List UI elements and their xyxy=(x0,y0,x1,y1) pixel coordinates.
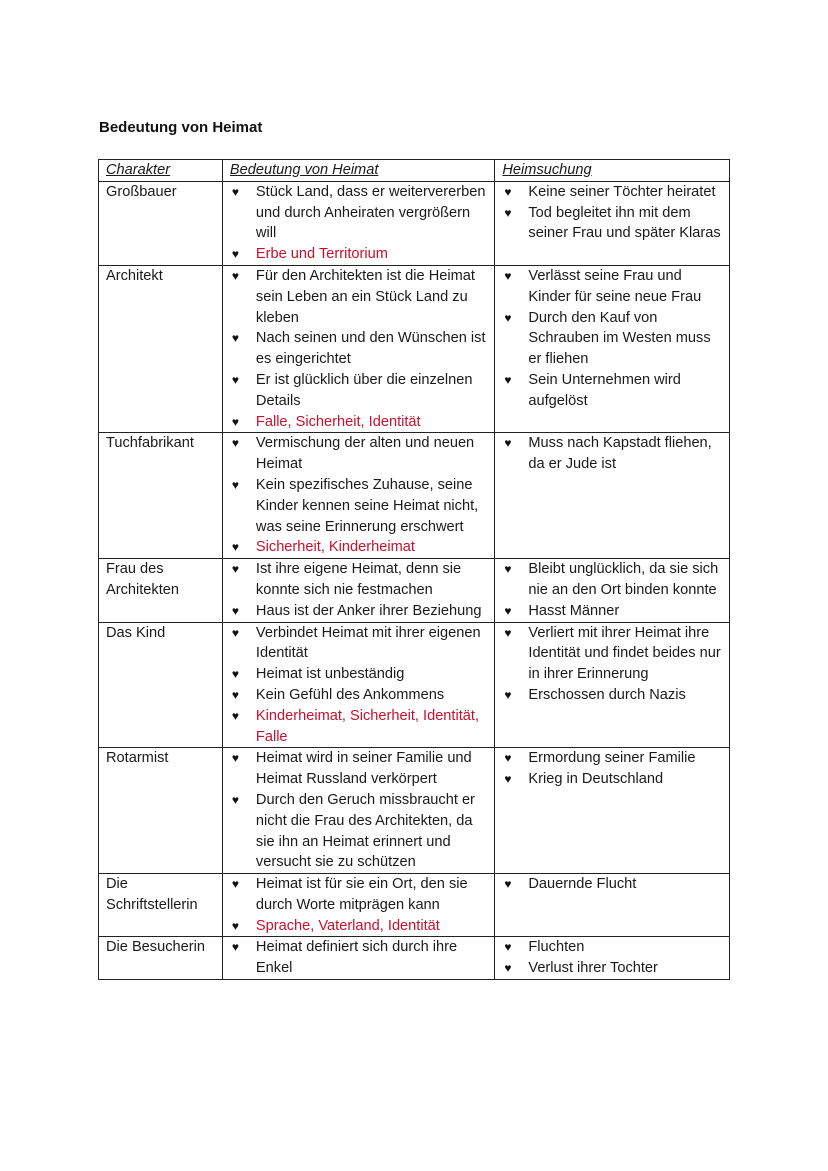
list-item xyxy=(502,601,723,622)
character-cell: Rotarmist xyxy=(99,748,223,874)
haunting-cell xyxy=(495,559,730,622)
list-item-text: Verlässt seine Frau und Kinder für seine neue Frau xyxy=(528,267,702,305)
haunting-list xyxy=(502,433,723,475)
character-cell: Tuchfabrikant xyxy=(99,433,223,559)
table-row xyxy=(99,874,730,937)
list-item-text: Heimat wird in seiner Familie und Heimat Russland verkörpert xyxy=(255,750,472,788)
character-cell: Architekt xyxy=(99,265,223,432)
meaning-cell xyxy=(222,265,494,432)
heart-bullet-icon: ♥ xyxy=(231,268,240,283)
list-item xyxy=(502,623,723,685)
list-item-text: Verbindet Heimat mit ihrer eigenen Identität xyxy=(255,624,481,662)
heart-bullet-icon: ♥ xyxy=(231,477,240,492)
list-item xyxy=(230,328,488,370)
meaning-cell xyxy=(222,937,494,980)
character-cell: Das Kind xyxy=(99,622,223,748)
meaning-cell xyxy=(222,559,494,622)
list-item-text: Erschossen durch Nazis xyxy=(528,686,686,703)
heart-bullet-icon: ♥ xyxy=(231,247,240,262)
heart-bullet-icon: ♥ xyxy=(504,372,512,387)
table-row xyxy=(99,181,730,265)
meaning-cell xyxy=(222,874,494,937)
haunting-list xyxy=(502,559,723,621)
meaning-list xyxy=(230,874,488,936)
list-item-text: Er ist glücklich über die einzelnen Details xyxy=(255,371,473,409)
heart-bullet-icon: ♥ xyxy=(231,372,240,387)
haunting-cell xyxy=(495,433,730,559)
list-item xyxy=(230,266,488,328)
heart-bullet-icon: ♥ xyxy=(504,877,512,892)
table-row xyxy=(99,559,730,622)
list-item-text: Stück Land, dass er weitervererben und durch Anheiraten vergrößern will xyxy=(255,183,486,242)
haunting-list xyxy=(502,748,723,790)
heart-bullet-icon: ♥ xyxy=(504,562,512,577)
haunting-cell xyxy=(495,622,730,748)
list-item xyxy=(502,203,723,245)
list-item-text: Dauernde Flucht xyxy=(528,876,637,893)
character-cell: Die Schriftstellerin xyxy=(99,874,223,937)
list-item xyxy=(502,937,723,958)
list-item xyxy=(230,748,488,790)
list-item xyxy=(502,182,723,203)
meaning-list xyxy=(230,182,488,265)
haunting-list xyxy=(502,623,723,706)
list-item xyxy=(230,475,488,537)
heart-bullet-icon: ♥ xyxy=(231,918,240,933)
list-item-text: Keine seiner Töchter heiratet xyxy=(528,183,716,200)
heart-bullet-icon: ♥ xyxy=(504,625,512,640)
heart-bullet-icon: ♥ xyxy=(504,961,512,976)
heart-bullet-icon: ♥ xyxy=(504,940,512,955)
list-item xyxy=(230,874,488,916)
list-item-text: Hasst Männer xyxy=(528,602,620,619)
document-title: Bedeutung von Heimat xyxy=(99,119,263,136)
list-item-text: Kinderheimat, Sicherheit, Identität, Falle xyxy=(255,707,480,745)
list-item xyxy=(502,874,723,895)
table-row xyxy=(99,937,730,980)
haunting-cell xyxy=(495,874,730,937)
list-item-text: Kein Gefühl des Ankommens xyxy=(255,686,445,703)
haunting-cell xyxy=(495,748,730,874)
table-body xyxy=(99,181,730,979)
table-row xyxy=(99,433,730,559)
heart-bullet-icon: ♥ xyxy=(504,687,512,702)
list-item-text: Sein Unternehmen wird aufgelöst xyxy=(528,371,681,409)
heart-bullet-icon: ♥ xyxy=(504,751,512,766)
list-item xyxy=(230,412,488,433)
meaning-list xyxy=(230,559,488,621)
haunting-list xyxy=(502,874,723,895)
list-item xyxy=(230,370,488,412)
list-item-text: Heimat ist unbeständig xyxy=(255,666,405,683)
list-item-text: Muss nach Kapstadt fliehen, da er Jude ist xyxy=(528,435,712,473)
header-character: Charakter xyxy=(99,160,223,182)
haunting-list xyxy=(502,266,723,412)
heart-bullet-icon: ♥ xyxy=(231,436,240,451)
list-item-text: Bleibt unglücklich, da sie sich nie an den Ort binden konnte xyxy=(528,561,719,598)
list-item-text: Vermischung der alten und neuen Heimat xyxy=(255,435,475,473)
list-item-text: Fluchten xyxy=(528,939,585,956)
list-item-text: Heimat ist für sie ein Ort, den sie durch Worte mitprägen kann xyxy=(255,876,468,913)
heart-bullet-icon: ♥ xyxy=(231,940,240,955)
heart-bullet-icon: ♥ xyxy=(504,205,512,220)
meaning-cell xyxy=(222,622,494,748)
list-item-text: Kein spezifisches Zuhause, seine Kinder kennen seine Heimat nicht, was seine Erinnerung erschwert xyxy=(255,476,479,535)
list-item xyxy=(230,685,488,706)
list-item-text: Verliert mit ihrer Heimat ihre Identität und findet beides nur in ihrer Erinnerung xyxy=(528,624,721,683)
list-item xyxy=(230,182,488,244)
list-item xyxy=(502,685,723,706)
list-item xyxy=(230,433,488,475)
list-item xyxy=(502,370,723,412)
heart-bullet-icon: ♥ xyxy=(231,687,240,702)
heart-bullet-icon: ♥ xyxy=(231,603,240,618)
heart-bullet-icon: ♥ xyxy=(231,331,240,346)
header-haunting: Heimsuchung xyxy=(495,160,730,182)
list-item xyxy=(230,937,488,979)
meaning-cell xyxy=(222,748,494,874)
heart-bullet-icon: ♥ xyxy=(231,184,240,199)
list-item xyxy=(502,433,723,475)
list-item xyxy=(502,958,723,979)
list-item-text: Erbe und Territorium xyxy=(255,246,388,263)
list-item-text: Durch den Geruch missbraucht er nicht die Frau des Architekten, da sie ihn an Heimat erinnert und versucht sie zu schützen xyxy=(255,791,475,871)
list-item xyxy=(230,664,488,685)
meaning-list xyxy=(230,937,488,979)
table-row xyxy=(99,622,730,748)
list-item xyxy=(230,916,488,937)
list-item xyxy=(230,790,488,873)
heart-bullet-icon: ♥ xyxy=(504,436,512,451)
heart-bullet-icon: ♥ xyxy=(231,792,240,807)
list-item xyxy=(502,266,723,308)
table-header-row xyxy=(99,160,730,182)
haunting-cell xyxy=(495,265,730,432)
table-row xyxy=(99,265,730,432)
list-item xyxy=(230,706,488,748)
list-item xyxy=(502,769,723,790)
character-cell: Frau des Architekten xyxy=(99,559,223,622)
heart-bullet-icon: ♥ xyxy=(231,667,240,682)
character-table xyxy=(98,159,730,980)
haunting-cell xyxy=(495,181,730,265)
meaning-list xyxy=(230,623,488,748)
heart-bullet-icon: ♥ xyxy=(231,708,240,723)
list-item-text: Verlust ihrer Tochter xyxy=(528,960,658,977)
haunting-cell xyxy=(495,937,730,980)
list-item-text: Sicherheit, Kinderheimat xyxy=(255,539,415,556)
character-cell: Die Besucherin xyxy=(99,937,223,980)
heart-bullet-icon: ♥ xyxy=(231,540,240,555)
heart-bullet-icon: ♥ xyxy=(504,772,512,787)
heart-bullet-icon: ♥ xyxy=(231,562,240,577)
haunting-list xyxy=(502,182,723,244)
list-item-text: Heimat definiert sich durch ihre Enkel xyxy=(255,939,458,977)
list-item xyxy=(230,537,488,558)
list-item-text: Tod begleitet ihn mit dem seiner Frau und später Klaras xyxy=(528,204,721,242)
list-item-text: Für den Architekten ist die Heimat sein Leben an ein Stück Land zu kleben xyxy=(255,267,475,326)
list-item-text: Sprache, Vaterland, Identität xyxy=(255,917,440,934)
list-item-text: Krieg in Deutschland xyxy=(528,771,664,788)
list-item xyxy=(502,559,723,601)
list-item-text: Falle, Sicherheit, Identität xyxy=(255,413,421,430)
list-item-text: Ermordung seiner Familie xyxy=(528,750,696,767)
meaning-cell xyxy=(222,181,494,265)
heart-bullet-icon: ♥ xyxy=(231,625,240,640)
list-item xyxy=(230,601,488,622)
heart-bullet-icon: ♥ xyxy=(231,877,240,892)
meaning-list xyxy=(230,748,488,873)
header-meaning: Bedeutung von Heimat xyxy=(222,160,494,182)
meaning-cell xyxy=(222,433,494,559)
list-item xyxy=(230,623,488,665)
list-item xyxy=(230,244,488,265)
meaning-list xyxy=(230,433,488,558)
character-cell: Großbauer xyxy=(99,181,223,265)
list-item-text: Haus ist der Anker ihrer Beziehung xyxy=(255,602,482,619)
list-item-text: Durch den Kauf von Schrauben im Westen muss er fliehen xyxy=(528,309,711,368)
list-item-text: Nach seinen und den Wünschen ist es eingerichtet xyxy=(255,330,486,368)
list-item-text: Ist ihre eigene Heimat, denn sie konnte sich nie festmachen xyxy=(255,561,462,598)
heart-bullet-icon: ♥ xyxy=(231,414,240,429)
list-item xyxy=(502,308,723,370)
table-row xyxy=(99,748,730,874)
heart-bullet-icon: ♥ xyxy=(504,184,512,199)
list-item xyxy=(230,559,488,601)
heart-bullet-icon: ♥ xyxy=(504,310,512,325)
haunting-list xyxy=(502,937,723,979)
list-item xyxy=(502,748,723,769)
heart-bullet-icon: ♥ xyxy=(504,268,512,283)
meaning-list xyxy=(230,266,488,432)
heart-bullet-icon: ♥ xyxy=(231,751,240,766)
heart-bullet-icon: ♥ xyxy=(504,603,512,618)
